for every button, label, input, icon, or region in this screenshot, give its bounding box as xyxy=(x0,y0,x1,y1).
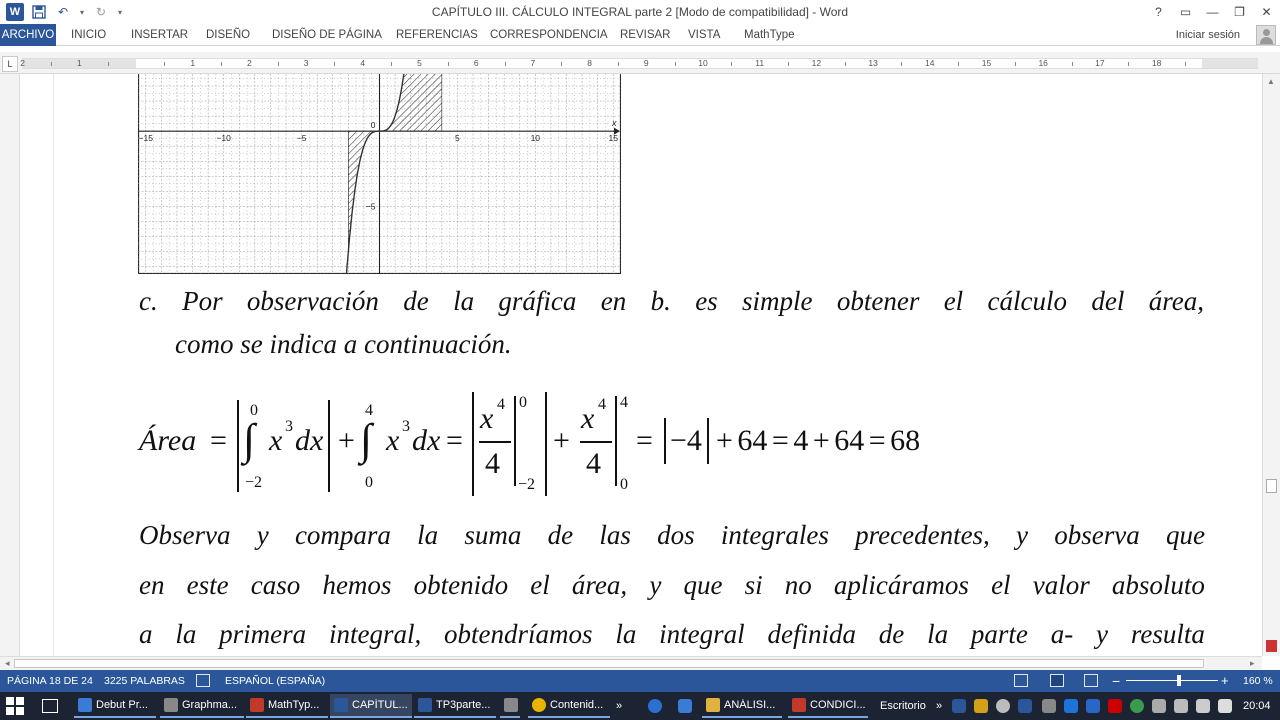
abs-bar-right-2 xyxy=(545,392,547,496)
ruler-number: 2 xyxy=(247,58,252,68)
taskbar xyxy=(0,692,1280,720)
app-icon-blue[interactable] xyxy=(648,699,662,713)
clock[interactable]: 20:04 xyxy=(1243,700,1271,712)
zoom-out-button[interactable]: − xyxy=(1112,673,1121,689)
tray-word-icon[interactable] xyxy=(952,699,966,713)
tray-word-icon-2[interactable] xyxy=(1018,699,1032,713)
window-controls xyxy=(1145,0,1280,24)
ruler-tick xyxy=(1185,62,1186,66)
ruler-number: 13 xyxy=(868,58,878,68)
ruler-tick xyxy=(278,62,279,66)
tray-app-icon-2[interactable] xyxy=(1042,699,1056,713)
settings-icon xyxy=(504,698,518,712)
tab-vista[interactable]: VISTA xyxy=(688,29,721,41)
ruler-number: 1 xyxy=(76,58,82,68)
frac2-line xyxy=(580,441,612,443)
eval2-lower: 0 xyxy=(620,476,628,493)
proofing-icon[interactable] xyxy=(196,674,210,687)
ruler-number: 1 xyxy=(190,58,196,68)
word: que xyxy=(683,569,723,600)
ruler-tick xyxy=(731,62,732,66)
word: que xyxy=(1165,520,1205,550)
x-axis-label: x xyxy=(612,118,617,129)
folder-icon xyxy=(706,698,720,712)
network-icon[interactable] xyxy=(1152,699,1166,713)
frac2-denominator: 4 xyxy=(586,447,601,480)
int2-upper: 4 xyxy=(365,402,373,419)
user-avatar-icon[interactable] xyxy=(1256,25,1276,45)
ruler-tick xyxy=(1072,62,1073,66)
word: hemos xyxy=(322,569,392,600)
antivirus-icon[interactable] xyxy=(1108,699,1122,713)
scroll-right-icon[interactable]: ▸ xyxy=(1250,658,1255,668)
tray-overflow-icon[interactable]: » xyxy=(936,700,943,712)
ruler-tick xyxy=(561,62,562,66)
desktop-label[interactable]: Escritorio xyxy=(880,700,926,712)
int2-x: x xyxy=(386,424,400,457)
abs-bar-right-3 xyxy=(707,418,709,464)
taskbar-item-condici[interactable]: CONDICI... xyxy=(788,694,868,718)
taskbar-item-analisis[interactable]: ANÁLISI... xyxy=(702,694,782,718)
formula-equals-3: = xyxy=(636,424,653,457)
word: observación xyxy=(246,286,379,316)
word: cálculo xyxy=(987,286,1068,316)
ruler-number: 18 xyxy=(1151,58,1162,68)
taskbar-item-capitulo[interactable]: CAPÍTUL... xyxy=(330,694,412,718)
int2-dx: dx xyxy=(412,424,441,457)
word: obtendríamos xyxy=(444,619,593,649)
tab-referencias[interactable]: REFERENCIAS xyxy=(396,29,478,41)
taskbar-item-settings[interactable] xyxy=(500,694,520,718)
vertical-ruler xyxy=(0,74,20,656)
ruler-number: 7 xyxy=(530,58,536,68)
x-tick-label: 10 xyxy=(530,133,541,144)
window-title: CAPÍTULO III. CÁLCULO INTEGRAL parte 2 [Modo de compatibilidad] - Word xyxy=(431,5,849,19)
formula-equals: = xyxy=(210,424,227,457)
word: suma xyxy=(464,520,522,550)
word: área, xyxy=(1148,286,1204,316)
tray-app-icon[interactable] xyxy=(974,699,988,713)
ruler-number: 9 xyxy=(643,58,649,68)
word: integrales xyxy=(720,520,829,550)
ruler-tick xyxy=(1128,62,1129,66)
taskbar-item-contenido[interactable]: Contenid... xyxy=(528,694,610,718)
zoom-slider[interactable] xyxy=(1126,680,1218,681)
cloud-icon[interactable] xyxy=(996,699,1010,713)
ribbon-display-button[interactable]: ▭ xyxy=(1179,5,1192,19)
frac1-denominator: 4 xyxy=(485,447,500,480)
integral-sign-1: ∫ xyxy=(243,415,256,464)
tab-archivo[interactable]: ARCHIVO xyxy=(0,24,56,46)
int2-lower: 0 xyxy=(365,474,373,491)
ruler-tick xyxy=(51,62,52,66)
redo-icon[interactable]: ↻ xyxy=(95,5,107,19)
horizontal-ruler[interactable] xyxy=(22,58,1258,69)
pdf-icon xyxy=(792,698,806,712)
horizontal-scroll-thumb[interactable] xyxy=(14,659,1204,668)
word: en xyxy=(139,569,165,600)
word: b. xyxy=(650,286,671,316)
word: resulta xyxy=(1130,619,1205,649)
int1-exp: 3 xyxy=(285,418,293,435)
word: no xyxy=(784,569,812,600)
status-bar xyxy=(0,670,1280,692)
vertical-scroll-thumb[interactable] xyxy=(1266,479,1277,493)
int1-upper: 0 xyxy=(250,402,258,419)
word: y xyxy=(1096,619,1109,649)
formula-plus-1: + xyxy=(338,424,355,457)
document-page[interactable] xyxy=(20,74,1262,656)
word: área, xyxy=(571,569,628,600)
web-layout-icon[interactable] xyxy=(1084,674,1098,687)
mathtype-icon xyxy=(250,698,264,712)
tab-diseno[interactable]: DISEÑO xyxy=(206,29,251,41)
x-tick-label: −5 xyxy=(296,133,307,144)
help-button[interactable]: ? xyxy=(1155,5,1162,19)
formula-equals-2: = xyxy=(446,424,463,457)
scroll-down-button[interactable] xyxy=(1266,640,1277,652)
ruler-tick xyxy=(334,62,335,66)
word: caso xyxy=(250,569,301,600)
ruler-number: 8 xyxy=(587,58,592,68)
word: la xyxy=(417,520,439,550)
ruler-tick xyxy=(845,62,846,66)
ruler-tick xyxy=(391,62,392,66)
y-tick-label: −5 xyxy=(365,201,376,212)
formula-result: + 64 = 4 + 64 = 68 xyxy=(716,424,921,457)
function-graph xyxy=(138,74,621,274)
eval1-lower: −2 xyxy=(518,476,536,493)
word: parte xyxy=(970,619,1028,649)
paragraph-observa xyxy=(139,520,1205,656)
word: es xyxy=(695,286,718,316)
word: la xyxy=(927,619,949,649)
word: de xyxy=(547,520,574,550)
word: integral, xyxy=(328,619,422,649)
frac2-x: x xyxy=(581,402,595,435)
abs-bar-left xyxy=(237,400,239,492)
abs-value: −4 xyxy=(670,424,702,457)
int1-lower: −2 xyxy=(245,474,263,491)
ruler-area xyxy=(0,52,1280,74)
y-tick-label: 0 xyxy=(370,120,376,131)
word-doc-icon xyxy=(334,698,348,712)
ribbon-tabs xyxy=(0,24,1280,46)
int1-dx: dx xyxy=(295,424,324,457)
zoom-level[interactable]: 160 % xyxy=(1243,675,1273,687)
word: precedentes, xyxy=(855,520,990,550)
ruler-number: 3 xyxy=(303,58,309,68)
word: las xyxy=(599,520,631,550)
word: la xyxy=(453,286,475,316)
wifi-icon[interactable] xyxy=(1196,699,1210,713)
word-count[interactable]: 3225 PALABRAS xyxy=(104,675,185,687)
tab-revisar[interactable]: REVISAR xyxy=(620,29,671,41)
paragraph-observa-line2 xyxy=(139,570,1205,620)
chrome-overflow-icon[interactable]: » xyxy=(616,700,623,712)
word: del xyxy=(1091,286,1125,316)
ruler-number: 2 xyxy=(20,58,25,68)
word: obtenido xyxy=(413,569,509,600)
restore-button[interactable]: ❐ xyxy=(1234,5,1245,19)
word: gráfica xyxy=(498,286,577,316)
chrome-icon xyxy=(532,698,546,712)
word: obtener xyxy=(836,286,920,316)
ruler-tick xyxy=(108,62,109,66)
word: y xyxy=(649,569,662,600)
vertical-scrollbar[interactable] xyxy=(1262,74,1280,656)
x-tick-label: −15 xyxy=(138,133,154,144)
read-mode-icon[interactable] xyxy=(1014,674,1028,687)
formula-area: Área xyxy=(139,424,197,457)
frac2-exp: 4 xyxy=(598,396,606,413)
close-button[interactable]: ✕ xyxy=(1261,5,1272,19)
tab-correspondencia[interactable]: CORRESPONDENCIA xyxy=(490,29,608,41)
tab-mathtype[interactable]: MathType xyxy=(744,29,795,41)
paragraph-observa-line3 xyxy=(139,619,1205,656)
word: y xyxy=(256,520,269,550)
ruler-tick xyxy=(958,62,959,66)
graphmatica-icon xyxy=(164,698,178,712)
word: simple xyxy=(742,286,813,316)
language[interactable]: ESPAÑOL (ESPAÑA) xyxy=(225,675,326,687)
ruler-number: 11 xyxy=(755,58,765,68)
ruler-number: 15 xyxy=(981,58,992,68)
word: valor xyxy=(1032,569,1090,600)
word: integral xyxy=(659,619,745,649)
taskbar-item-mathtype[interactable]: MathTyp... xyxy=(246,694,328,718)
word: a xyxy=(139,619,153,649)
ruler-number: 14 xyxy=(925,58,935,68)
x-tick-label: 15 xyxy=(608,133,618,144)
abs-bar-left-3 xyxy=(664,418,666,464)
ruler-tick xyxy=(901,62,902,66)
windows-start-icon[interactable] xyxy=(6,697,24,715)
paragraph-c-line2: como se indica a continuación. xyxy=(175,329,512,359)
tray-app-icon-4[interactable] xyxy=(1130,699,1144,713)
taskbar-item-graphmatica[interactable]: Graphma... xyxy=(160,694,244,718)
word: definida xyxy=(767,619,856,649)
eval-bar-2 xyxy=(615,396,617,486)
ruler-number: 16 xyxy=(1038,58,1048,68)
x-tick-label: −10 xyxy=(216,133,231,144)
ruler-number: 10 xyxy=(698,58,708,68)
paragraph-c xyxy=(139,286,1204,360)
abs-bar-right xyxy=(328,400,330,492)
ruler-number: 4 xyxy=(360,58,366,68)
frac1-line xyxy=(479,441,511,443)
eval2-upper: 4 xyxy=(620,394,628,411)
tab-diseno-pagina[interactable]: DISEÑO DE PÁGINA xyxy=(272,29,382,41)
scroll-up-icon[interactable]: ▲ xyxy=(1267,77,1275,86)
word: aplicáramos xyxy=(833,569,969,600)
formula-plus-2: + xyxy=(553,424,570,457)
eval1-upper: 0 xyxy=(519,394,527,411)
ruler-tick xyxy=(788,62,789,66)
ruler-right-margin xyxy=(1202,59,1258,68)
word: la xyxy=(175,619,197,649)
word: primera xyxy=(219,619,307,649)
word: compara xyxy=(294,520,391,550)
tab-inicio[interactable]: INICIO xyxy=(71,29,107,41)
ruler-tick xyxy=(221,62,222,66)
ruler-number: 5 xyxy=(417,58,422,68)
tab-insertar[interactable]: INSERTAR xyxy=(131,29,189,41)
title-bar xyxy=(0,0,1280,24)
word: este xyxy=(186,569,229,600)
word: Observa xyxy=(139,520,231,550)
word: a- xyxy=(1050,619,1074,649)
scroll-left-icon[interactable]: ◂ xyxy=(5,658,10,668)
word: y xyxy=(1016,520,1029,550)
int2-exp: 3 xyxy=(402,418,410,435)
word: Por xyxy=(182,286,223,316)
word: absoluto xyxy=(1111,569,1205,600)
area-formula xyxy=(139,390,969,502)
frac1-exp: 4 xyxy=(497,396,505,413)
paragraph-observa-line1 xyxy=(139,520,1205,570)
customize-qat-icon[interactable]: ▾ xyxy=(117,7,122,17)
page-margin-line xyxy=(53,74,54,656)
battery-icon[interactable] xyxy=(1174,699,1188,713)
integral-sign-2: ∫ xyxy=(360,415,373,464)
word: el xyxy=(943,286,964,316)
ruler-tick xyxy=(164,62,165,66)
undo-dropdown-icon[interactable]: ▾ xyxy=(79,7,84,17)
tab-selector[interactable]: L xyxy=(2,56,18,72)
ruler-number: 12 xyxy=(811,58,822,68)
ruler-tick xyxy=(1015,62,1016,66)
minimize-button[interactable]: — xyxy=(1206,5,1219,19)
word: de xyxy=(878,619,905,649)
ruler-tick xyxy=(618,62,619,66)
ruler-tick xyxy=(505,62,506,66)
word: la xyxy=(615,619,637,649)
eval-bar-1 xyxy=(514,396,516,486)
ruler-number: 17 xyxy=(1095,58,1105,68)
word-logo-icon[interactable]: W xyxy=(6,3,24,21)
taskbar-item-debut[interactable]: Debut Pr... xyxy=(74,694,156,718)
undo-icon[interactable]: ↶ xyxy=(57,5,69,19)
page-count[interactable]: PÁGINA 18 DE 24 xyxy=(7,675,93,687)
word: en xyxy=(600,286,627,316)
paragraph-c-line1 xyxy=(139,286,1204,317)
task-view-icon[interactable] xyxy=(42,699,58,713)
print-layout-icon[interactable] xyxy=(1050,674,1064,687)
ruler-tick xyxy=(675,62,676,66)
tray-app-icon-3[interactable] xyxy=(1064,699,1078,713)
word: si xyxy=(744,569,763,600)
signin-link[interactable]: Iniciar sesión xyxy=(1175,29,1240,41)
word: el xyxy=(530,569,550,600)
debut-icon xyxy=(78,698,92,712)
int1-x: x xyxy=(269,424,283,457)
word: c. xyxy=(139,286,158,316)
word-doc-icon-2 xyxy=(418,698,432,712)
zoom-slider-thumb[interactable] xyxy=(1177,675,1181,686)
word: de xyxy=(403,286,429,316)
app-icon-blue-2[interactable] xyxy=(678,699,692,713)
volume-icon[interactable] xyxy=(1218,699,1232,713)
word: observa xyxy=(1054,520,1140,550)
x-tick-label: 5 xyxy=(455,133,460,144)
word: el xyxy=(991,569,1011,600)
word: dos xyxy=(657,520,695,550)
ruler-tick xyxy=(448,62,449,66)
horizontal-scrollbar[interactable] xyxy=(0,656,1262,670)
zoom-in-button[interactable]: + xyxy=(1221,673,1229,688)
taskbar-item-tp3parte[interactable]: TP3parte... xyxy=(414,694,496,718)
abs-bar-left-2 xyxy=(472,392,474,496)
bluetooth-icon[interactable] xyxy=(1086,699,1100,713)
frac1-x: x xyxy=(480,402,494,435)
ruler-number: 6 xyxy=(473,58,479,68)
